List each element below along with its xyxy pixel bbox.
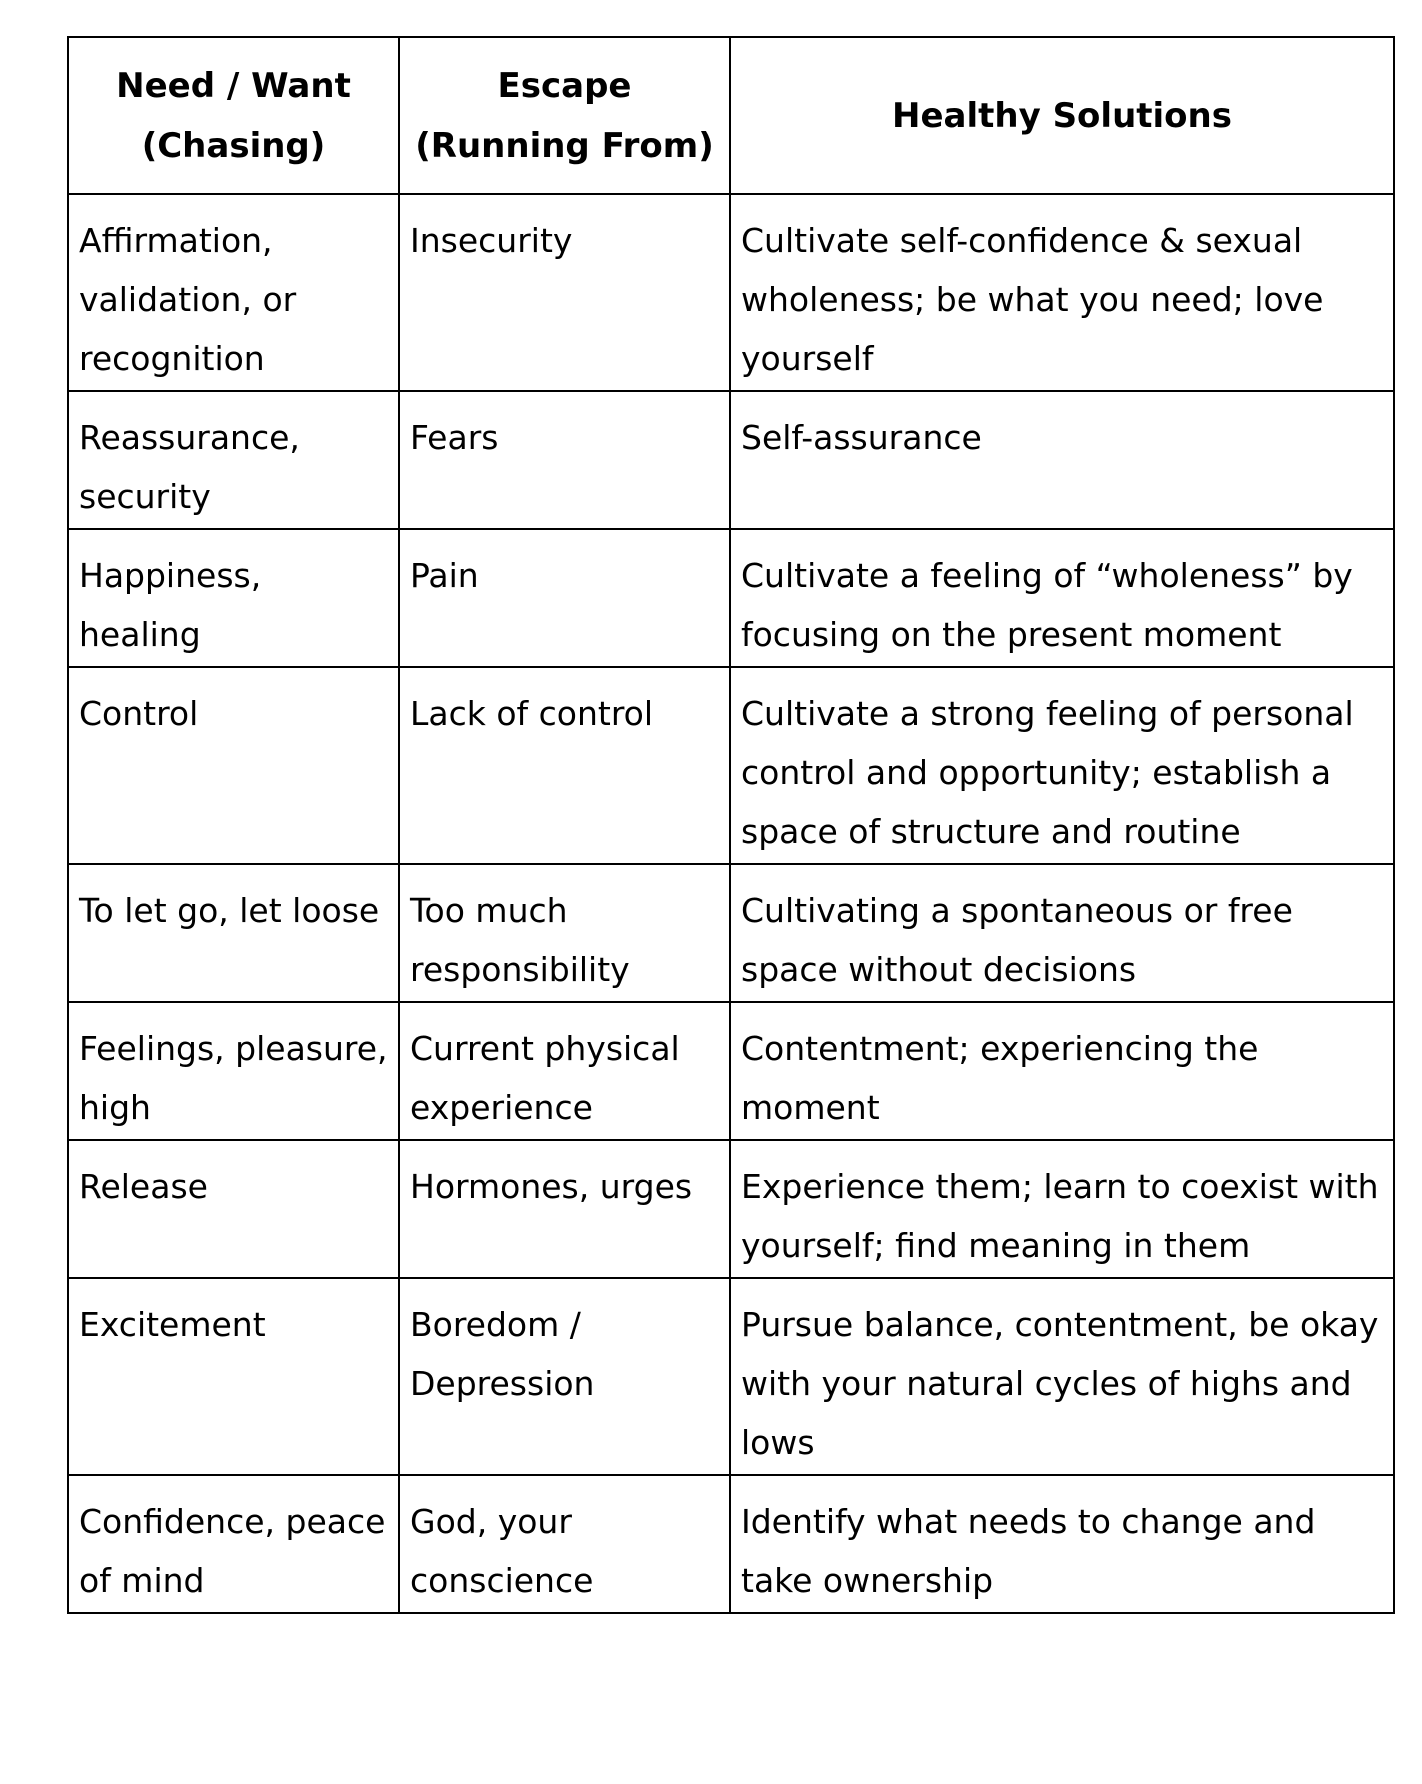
escape-cell: Current physical experience xyxy=(399,1002,730,1140)
solution-cell: Cultivating a spontaneous or free space without decisions xyxy=(730,864,1394,1002)
header-escape-line1: Escape xyxy=(497,65,632,106)
need-cell: Release xyxy=(68,1140,399,1278)
table-row xyxy=(68,1475,1394,1613)
escape-cell: Insecurity xyxy=(399,194,730,391)
solution-cell: Self-assurance xyxy=(730,391,1394,529)
escape-cell: Fears xyxy=(399,391,730,529)
table-row xyxy=(68,529,1394,667)
header-escape-line2: (Running From) xyxy=(415,125,714,166)
need-cell: Excitement xyxy=(68,1278,399,1475)
escape-cell: Hormones, urges xyxy=(399,1140,730,1278)
header-row xyxy=(68,37,1394,194)
header-need-want-line1: Need / Want xyxy=(116,65,351,106)
header-healthy-solutions xyxy=(730,37,1394,194)
header-healthy-solutions-label: Healthy Solutions xyxy=(892,95,1232,136)
solution-cell: Identify what needs to change and take ownership xyxy=(730,1475,1394,1613)
needs-escape-solutions-table xyxy=(67,36,1395,1614)
need-cell: Feelings, pleasure, high xyxy=(68,1002,399,1140)
header-escape xyxy=(399,37,730,194)
escape-cell: Lack of control xyxy=(399,667,730,864)
solution-cell: Cultivate a feeling of “wholeness” by focusing on the present moment xyxy=(730,529,1394,667)
solution-cell: Cultivate a strong feeling of personal control and opportunity; establish a space of structure and routine xyxy=(730,667,1394,864)
table-row xyxy=(68,1140,1394,1278)
header-need-want-line2: (Chasing) xyxy=(141,125,326,166)
table-row xyxy=(68,1278,1394,1475)
escape-cell: Pain xyxy=(399,529,730,667)
table-row xyxy=(68,667,1394,864)
escape-cell: Too much responsibility xyxy=(399,864,730,1002)
table-row xyxy=(68,864,1394,1002)
escape-cell: God, your conscience xyxy=(399,1475,730,1613)
need-cell: Control xyxy=(68,667,399,864)
need-cell: Reassurance, security xyxy=(68,391,399,529)
solution-cell: Contentment; experiencing the moment xyxy=(730,1002,1394,1140)
solution-cell: Experience them; learn to coexist with yourself; find meaning in them xyxy=(730,1140,1394,1278)
solution-cell: Cultivate self-confidence & sexual wholeness; be what you need; love yourself xyxy=(730,194,1394,391)
solution-cell: Pursue balance, contentment, be okay with your natural cycles of highs and lows xyxy=(730,1278,1394,1475)
need-cell: To let go, let loose xyxy=(68,864,399,1002)
table-row xyxy=(68,391,1394,529)
header-need-want xyxy=(68,37,399,194)
need-cell: Happiness, healing xyxy=(68,529,399,667)
table-row xyxy=(68,194,1394,391)
need-cell: Confidence, peace of mind xyxy=(68,1475,399,1613)
escape-cell: Boredom / Depression xyxy=(399,1278,730,1475)
table-row xyxy=(68,1002,1394,1140)
need-cell: Affirmation, validation, or recognition xyxy=(68,194,399,391)
